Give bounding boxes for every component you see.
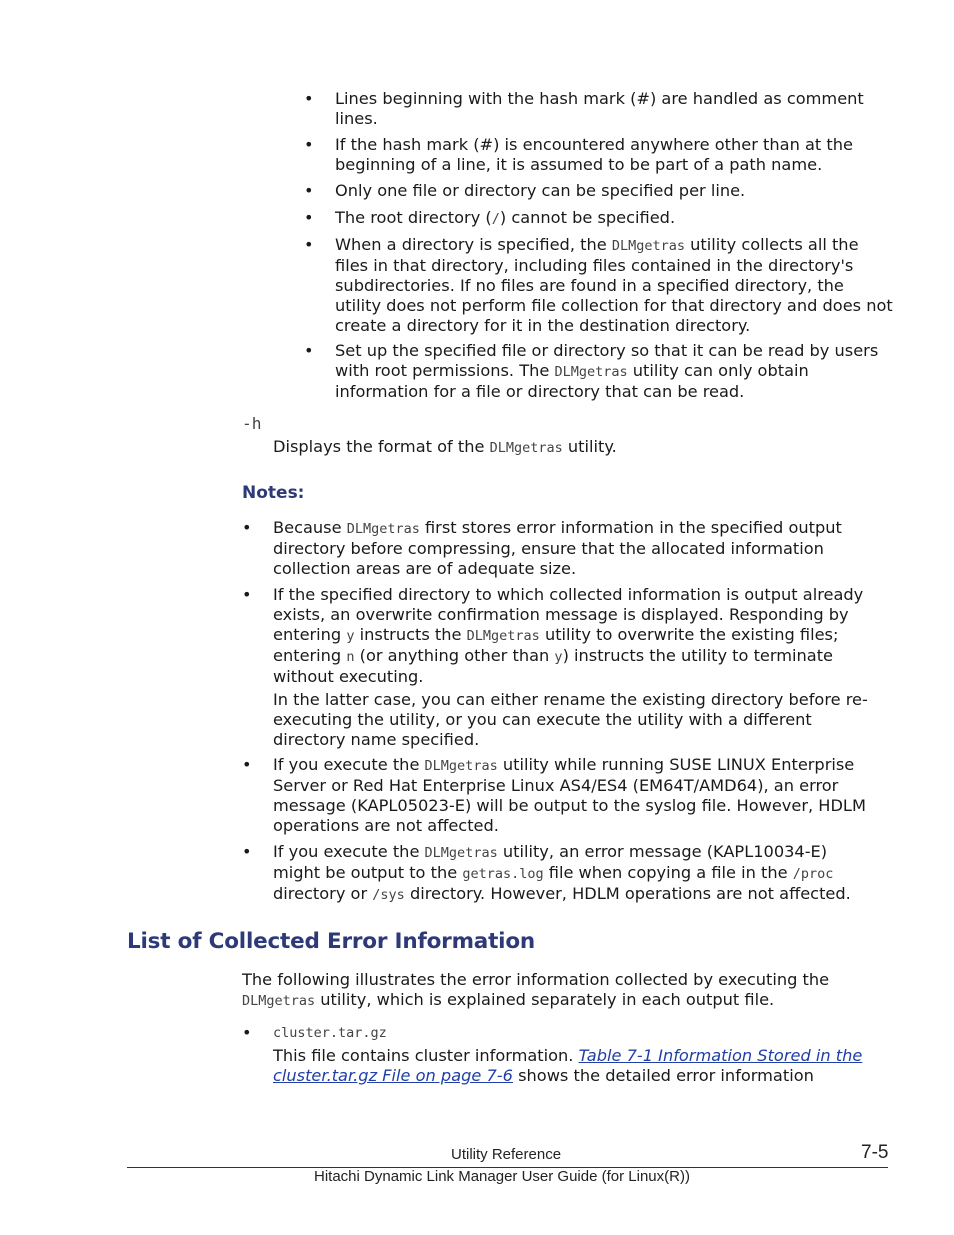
bullet-icon: • xyxy=(304,341,314,360)
notes-heading: Notes: xyxy=(242,483,305,503)
bullet-icon: • xyxy=(304,208,314,227)
list-item: • If the specified directory to which collected information is output already exists, an overwrite confirmation message is displayed. Responding by entering y instructs the DLMgetras utility to overwrite the existing files; entering n (or anything other than y) instructs the utility to terminate without executing. xyxy=(242,585,864,686)
bullet-icon: • xyxy=(242,585,252,604)
bullet-icon: • xyxy=(242,1023,252,1042)
code-inline: y xyxy=(554,649,563,665)
code-inline: DLMgetras xyxy=(424,758,498,774)
list-item: • If the hash mark (#) is encountered anywhere other than at the beginning of a line, it is assumed to be part of a path name. xyxy=(304,135,853,174)
bullet-icon: • xyxy=(304,235,314,254)
option-description: Displays the format of the DLMgetras utility. xyxy=(273,437,617,456)
bullet-icon: • xyxy=(304,135,314,154)
bullet-icon: • xyxy=(242,518,252,537)
bullet-icon: • xyxy=(304,181,314,200)
list-item: • Only one file or directory can be specified per line. xyxy=(304,181,746,200)
section-heading: List of Collected Error Information xyxy=(127,929,536,954)
code-inline: DLMgetras xyxy=(554,364,628,380)
code-inline: getras.log xyxy=(462,866,544,882)
list-item xyxy=(242,1022,833,1043)
footer-section-name: Utility Reference xyxy=(451,1146,562,1163)
list-item: • Set up the specified file or directory so that it can be read by users with root permissions. The DLMgetras utility can only obtain information for a file or directory that can be read. xyxy=(304,341,879,401)
bullet-icon: • xyxy=(304,89,314,108)
list-item: • If you execute the DLMgetras utility, an error message (KAPL10034-E) might be output to the getras.log file when copying a file in the /proc directory or /sys directory. However, HDLM operations are not affected. xyxy=(242,842,851,903)
page-number: 7-5 xyxy=(861,1142,889,1163)
code-inline: DLMgetras xyxy=(466,628,540,644)
code-inline: DLMgetras xyxy=(489,440,563,456)
option-flag: -h xyxy=(242,414,262,433)
bullet-icon: • xyxy=(242,755,252,774)
code-inline: DLMgetras xyxy=(424,845,498,861)
code-inline: y xyxy=(346,628,355,644)
code-inline: DLMgetras xyxy=(346,521,420,537)
list-item: • If you execute the DLMgetras utility while running SUSE LINUX Enterprise Server or Red Hat Enterprise Linux AS4/ES4 (EM64T/AMD64), an error message (KAPL05023-E) will be output to the syslog file. However, HDLM operations are not affected. xyxy=(242,755,866,835)
code-inline: /proc xyxy=(792,866,834,882)
code-inline: /sys xyxy=(372,887,405,903)
table-reference-link[interactable]: Table 7-1 Information Stored in the cluster.tar.gz File on page 7-6 xyxy=(273,1046,863,1085)
footer-document-title: Hitachi Dynamic Link Manager User Guide (for Linux(R)) xyxy=(314,1168,690,1185)
list-item: • The root directory (/) cannot be specified. xyxy=(304,208,676,227)
code-inline: DLMgetras xyxy=(611,238,685,254)
code-inline: / xyxy=(491,211,500,227)
list-item: • Lines beginning with the hash mark (#) are handled as comment lines. xyxy=(304,89,864,128)
list-item: • When a directory is specified, the DLMgetras utility collects all the files in that directory, including files contained in the directory's subdirectories. If no files are found in a specified directory, the utility does not perform file collection for that directory and does not create a directory for it in the destination directory. xyxy=(304,235,893,335)
code-inline: DLMgetras xyxy=(242,993,316,1009)
note-paragraph: In the latter case, you can either rename the existing directory before re-executing the utility, or you can execute the utility with a different directory name specified. xyxy=(273,690,868,749)
list-item: • Because DLMgetras first stores error information in the specified output directory before compressing, ensure that the allocated information collection areas are of adequate size. xyxy=(242,518,842,578)
code-inline: n xyxy=(346,649,355,665)
bullet-icon: • xyxy=(242,842,252,861)
code-inline: cluster.tar.gz xyxy=(273,1025,387,1041)
item-description: This file contains cluster information. Table 7-1 Information Stored in the cluster.tar.gz File on page 7-6 shows the detailed error information xyxy=(273,1046,863,1085)
section-intro: The following illustrates the error information collected by executing the DLMgetras utility, which is explained separately in each output file. xyxy=(242,970,830,1009)
